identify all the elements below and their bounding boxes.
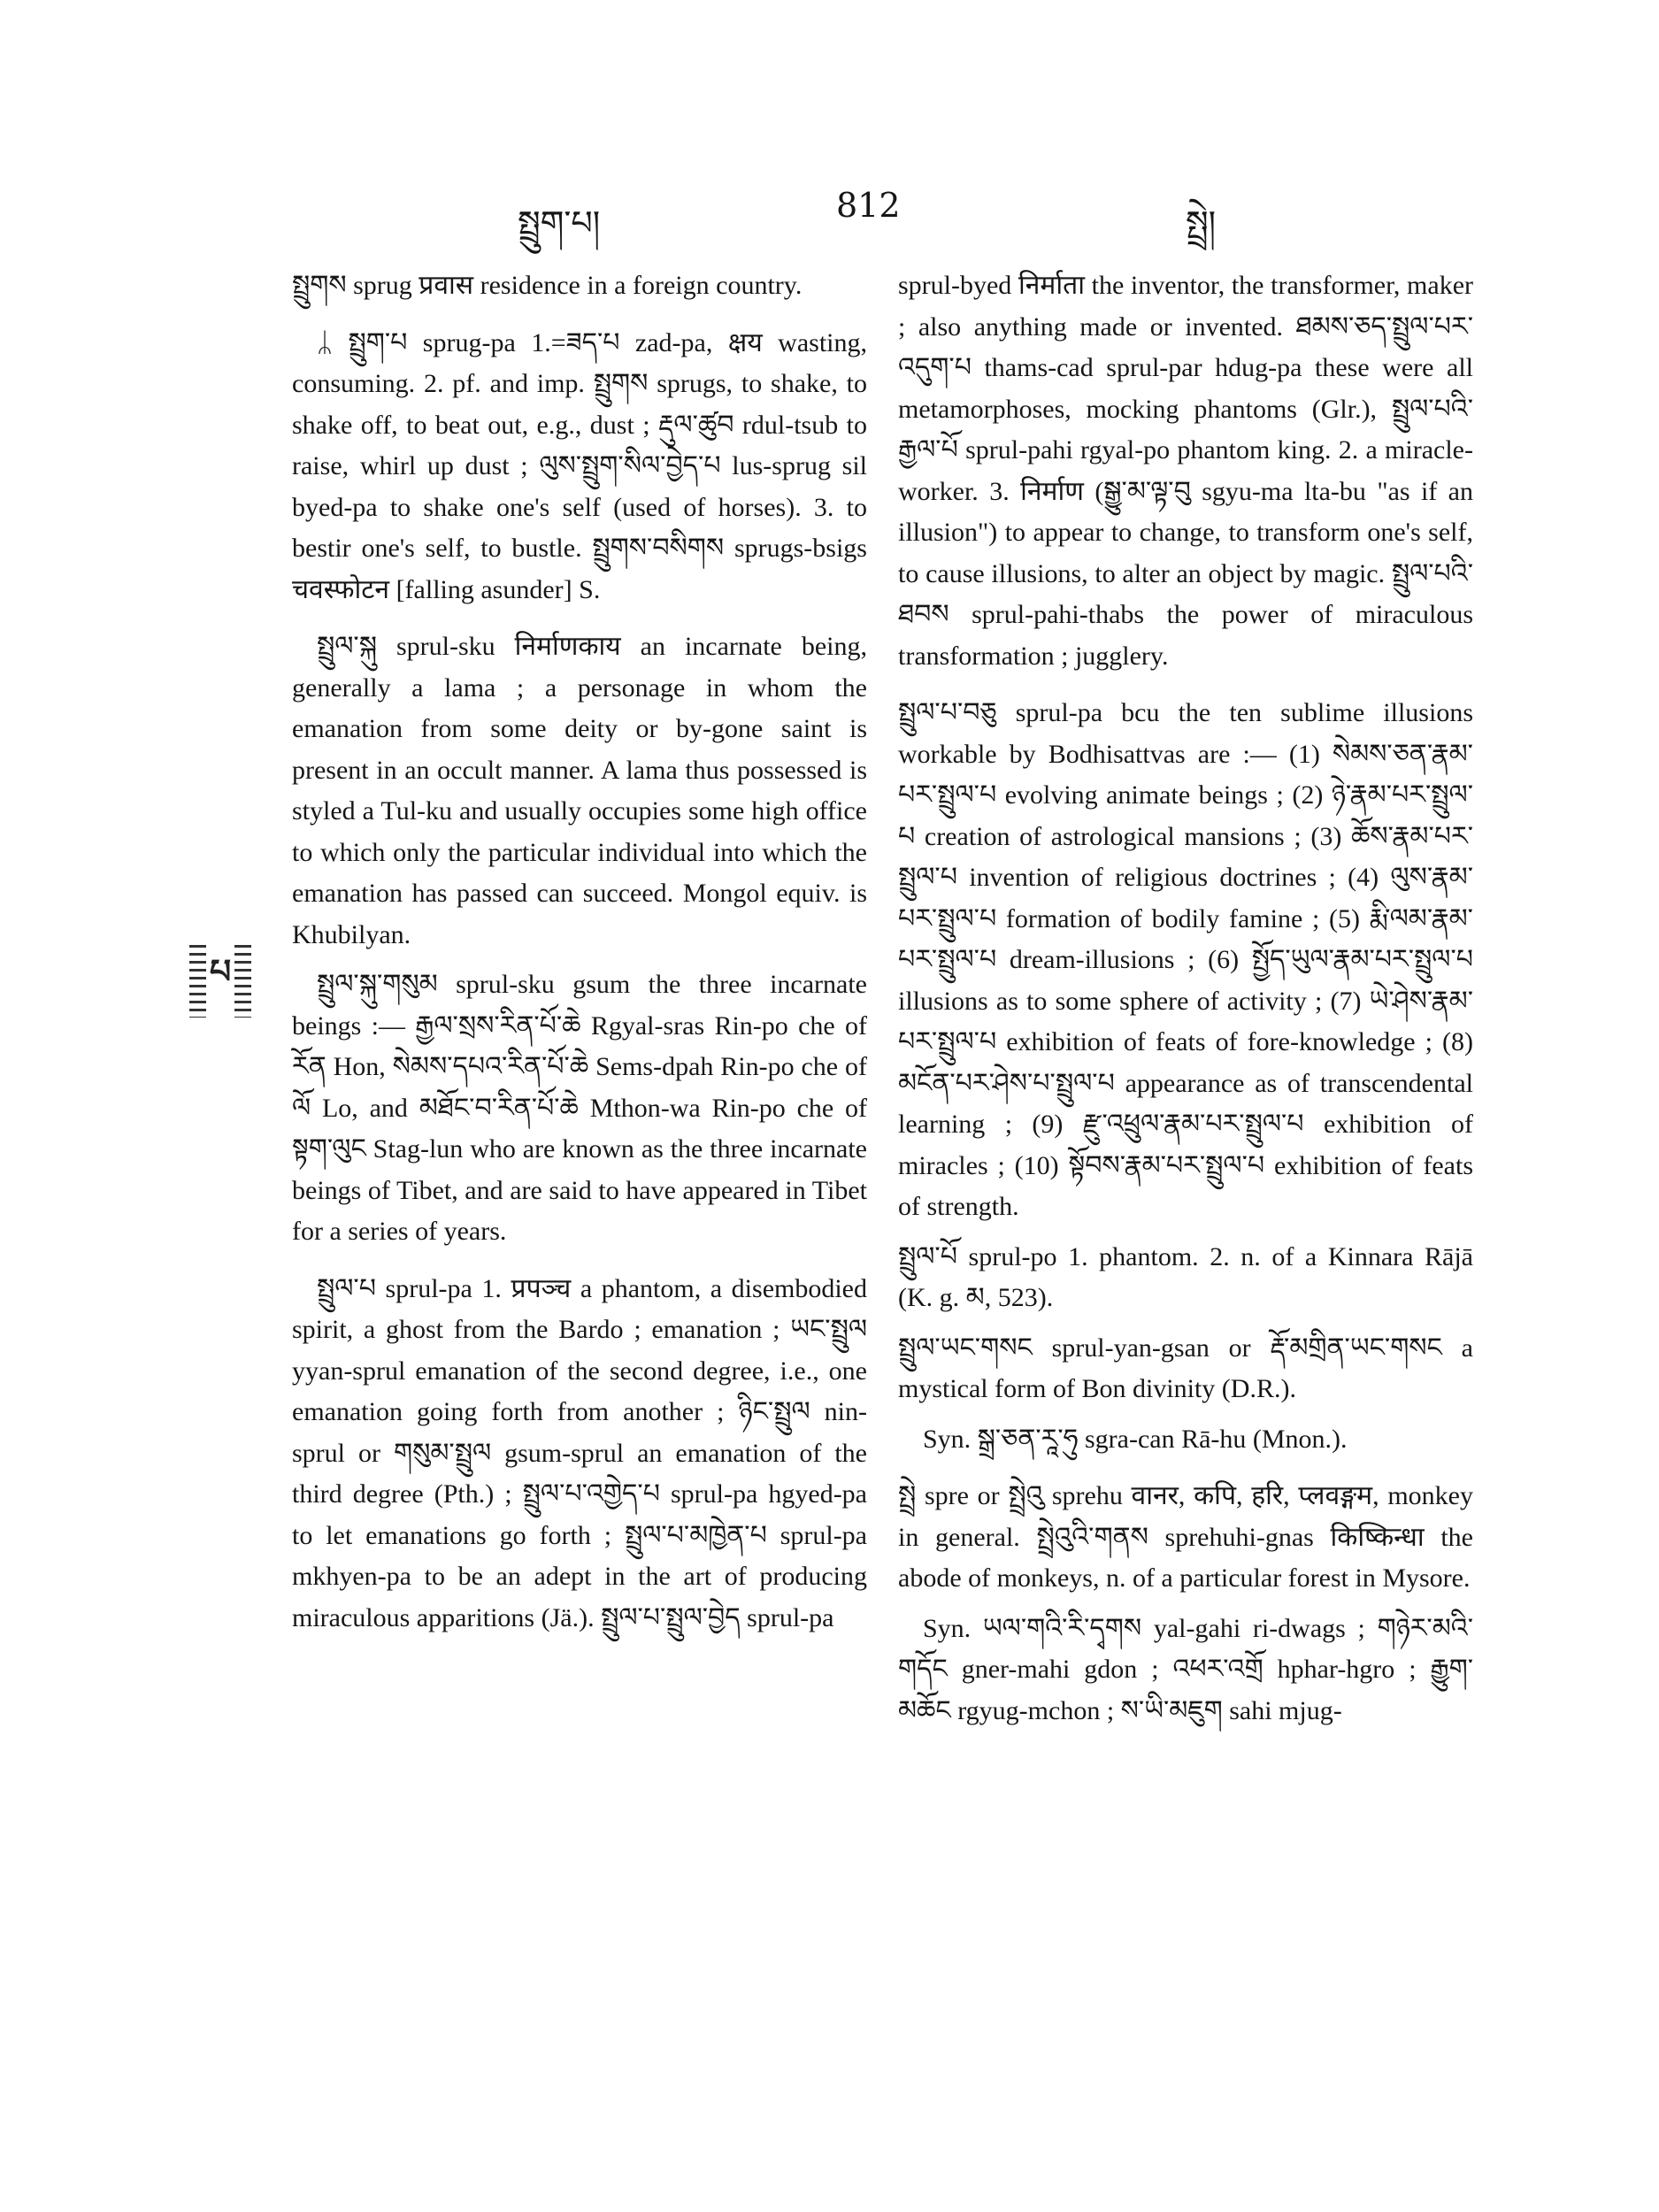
right-headword: སྤྲེ། (1186, 204, 1217, 242)
entry-sprul-yan-gsan: སྤྲུལ་ཡང་གསང sprul-yan-gsan or རྡོ་མགྲིན་ཡང་གསང a mystical form of Bon divinity (D.R.). (898, 1333, 1473, 1403)
right-column (898, 265, 1473, 1740)
entry-sprug-pa: ᛦ སྤྲུག་པ sprug-pa 1.=ཟད་པ zad-pa, क्षय wasting, consuming. 2. pf. and imp. སྤྲུགས sprugs, to shake, to shake off, to beat out, e.g., dust ; རྡུལ་ཚུབ rdul-tsub to raise, whirl up dust ; ལུས་སྤྲུག་སིལ་བྱེད་པ lus-sprug sil byed-pa to shake one's self (used of horses). 3. to bestir one's self, to bustle. སྤྲུགས་བསིགས sprugs-bsigs चवस्फोटन [falling asunder] S. (292, 327, 867, 604)
margin-letter-marker (189, 945, 251, 1018)
entry-sprul-pa: སྤྲུལ་པ sprul-pa 1. प्रपञ्च a phantom, a disembodied spirit, a ghost from the Bardo ; emanation ; ཡང་སྤྲུལ yyan-sprul emanation of the second degree, i.e., one emanation going forth from another ; ཉིང་སྤྲུལ nin-sprul or གསུམ་སྤྲུལ gsum-sprul an emanation of the third degree (Pth.) ; སྤྲུལ་པ་འགྱེད་པ sprul-pa hgyed-pa to let emanations go forth ; སྤྲུལ་པ་མཁྱེན་པ sprul-pa mkhyen-pa to be an adept in the art of producing miraculous apparitions (Jä.). སྤྲུལ་པ་སྤྲུལ་བྱེད sprul-pa (292, 1273, 867, 1632)
entry-sprul-pa-bcu: སྤྲུལ་པ་བཅུ sprul-pa bcu the ten sublime illusions workable by Bodhisattvas are :— (1) སེམས་ཅན་རྣམ་པར་སྤྲུལ་པ evolving animate beings ; (2) ཉེ་རྣམ་པར་སྤྲུལ་པ creation of astrological mansions ; (3) ཆོས་རྣམ་པར་སྤྲུལ་པ invention of religious doctrines ; (4) ལུས་རྣམ་པར་སྤྲུལ་པ formation of bodily famine ; (5) རྨི་ལམ་རྣམ་པར་སྤྲུལ་པ dream-illusions ; (6) སྤྱོད་ཡུལ་རྣམ་པར་སྤྲུལ་པ illusions as to some sphere of activity ; (7) ཡེ་ཤེས་རྣམ་པར་སྤྲུལ་པ exhibition of feats of fore-knowledge ; (8) མངོན་པར་ཤེས་པ་སྤྲུལ་པ appearance as of transcendental learning ; (9) རྫུ་འཕྲུལ་རྣམ་པར་སྤྲུལ་པ exhibition of miracles ; (10) སྟོབས་རྣམ་པར་སྤྲུལ་པ exhibition of feats of strength. (898, 698, 1473, 1221)
entry-spre: སྤྲེ spre or སྤྲེའུ sprehu वानर, कपि, हरि, प्लवङ्गम, monkey in general. སྤྲེའུའི་གནས sprehuhi-gnas किष्किन्धा the abode of monkeys, n. of a particular forest in Mysore. (898, 1481, 1473, 1593)
entry-sprul-sku: སྤྲུལ་སྐུ sprul-sku निर्माणकाय an incarnate being, generally a lama ; a personage in whom the emanation from some deity or by-gone saint is present in an occult manner. A lama thus possessed is styled a Tul-ku and usually occupies some high office to which only the particular individual into which the emanation has passed can succeed. Mongol equiv. is Khubilyan. (292, 632, 867, 949)
entry-sprul-sku-gsum: སྤྲུལ་སྐུ་གསུམ sprul-sku gsum the three incarnate beings :— རྒྱལ་སྲས་རིན་པོ་ཆེ Rgyal-sras Rin-po che of རོན Hon, སེམས་དཔའ་རིན་པོ་ཆེ Sems-dpah Rin-po che of ལོ Lo, and མཐོང་བ་རིན་པོ་ཆེ Mthon-wa Rin-po che of སྟག་ལུང Stag-lun who are known as the three incarnate beings of Tibet, and are said to have appeared in Tibet for a series of years. (292, 970, 867, 1246)
entry-sprug: སྤྲུགས sprug प्रवास residence in a foreign country. (292, 271, 803, 300)
left-headword: སྤྲུག་པ། (518, 204, 601, 242)
entry-sprul-po: སྤྲུལ་པོ sprul-po 1. phantom. 2. n. of a Kinnara Rājā (K. g. མ, 523). (898, 1241, 1473, 1312)
margin-letter: པ (206, 934, 234, 1029)
page-number: 812 (836, 186, 901, 225)
entry-sprul-byed: sprul-byed निर्माता the inventor, the transformer, maker ; also anything made or invented. ཐམས་ཅད་སྤྲུལ་པར་འདུག་པ thams-cad sprul-par hdug-pa these were all metamorphoses, mocking phantoms (Glr.), སྤྲུལ་པའི་རྒྱལ་པོ sprul-pahi rgyal-po phantom king. 2. a miracle-worker. 3. निर्माण (སྒྱུ་མ་ལྟ་བུ sgyu-ma lta-bu "as if an illusion") to appear to change, to transform one's self, to cause illusions, to alter an object by magic. སྤྲུལ་པའི་ཐབས sprul-pahi-thabs the power of miraculous transformation ; jugglery. (898, 271, 1473, 671)
entry-syn-sgra-can: Syn. སྒྲ་ཅན་རཱ་ཧུ sgra-can Rā-hu (Mnon.). (923, 1424, 1348, 1454)
running-header (292, 186, 1495, 242)
entry-syn-monkey: Syn. ཡལ་གའི་རི་དྭགས yal-gahi ri-dwags ; གཉེར་མའི་གདོང gner-mahi gdon ; འཕར་འགྲོ hphar-hgro ; རྒྱུག་མཆོང rgyug-mchon ; ས་ཡི་མཇུག sahi mjug- (898, 1613, 1473, 1725)
left-column (292, 265, 867, 1647)
